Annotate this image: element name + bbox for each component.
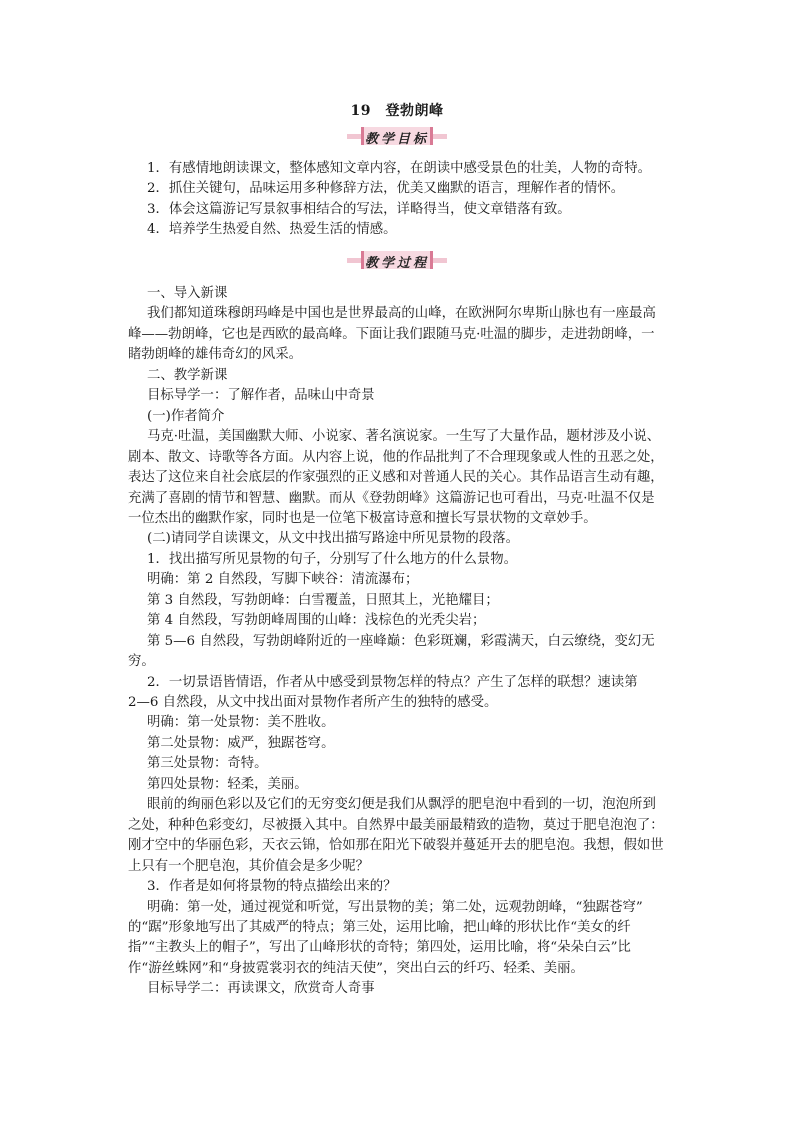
text-line: 1．找出描写所见景物的句子，分别写了什么地方的什么景物。 — [147, 551, 518, 567]
text-line: 之处，种种色彩变幻，尽被摄入其中。自然界中最美丽最精致的造物，莫过于肥皂泡泡了： — [128, 817, 664, 833]
text-line: 第 5—6 自然段，写勃朗峰附近的一座峰巅：色彩斑斓，彩霞满天，白云缭绕，变幻无 — [147, 633, 655, 649]
text-line: 穷。 — [128, 654, 155, 670]
text-line: 眼前的绚丽色彩以及它们的无穷变幻便是我们从飘浮的肥皂泡中看到的一切，泡泡所到 — [147, 797, 656, 813]
text-line: 2．一切景语皆情语，作者从中感受到景物怎样的特点？产生了怎样的联想？速读第 — [147, 674, 638, 690]
section-banner-process — [347, 251, 447, 269]
section-heading-goals: 教学目标 — [364, 132, 429, 147]
text-line: 明确：第一处景物：美不胜收。 — [147, 715, 335, 731]
text-line: 一、导入新课 — [147, 286, 228, 301]
text-line: 我们都知道珠穆朗玛峰是中国也是世界最高的山峰，在欧洲阿尔卑斯山脉也有一座最高 — [147, 306, 656, 322]
text-line: 第四处景物：轻柔，美丽。 — [147, 776, 308, 792]
text-line: 第 4 自然段，写勃朗峰周围的山峰：浅棕色的光秃尖岩； — [147, 613, 486, 629]
text-line: 峰——勃朗峰，它也是西欧的最高峰。下面让我们跟随马克·吐温的脚步，走进勃朗峰，一 — [128, 326, 655, 342]
text-line: 作“游丝蛛网”和“身披霓裳羽衣的纯洁天使”，突出白云的纤巧、轻柔、美丽。 — [128, 960, 584, 976]
text-line: (一)作者简介 — [147, 408, 225, 424]
section-banner-goals — [347, 127, 447, 145]
text-line: 二、教学新课 — [147, 367, 228, 383]
section-heading-process: 教学过程 — [364, 256, 429, 271]
text-line: 明确：第一处，通过视觉和听觉，写出景物的美；第二处，远观勃朗峰，“独踞苍穹” — [147, 899, 643, 915]
text-line: 第 3 自然段，写勃朗峰：白雪覆盖，日照其上，光艳耀目； — [147, 592, 499, 608]
text-line: 第三处景物：奇特。 — [147, 756, 268, 772]
text-line: 睹勃朗峰的雄伟奇幻的风采。 — [128, 347, 303, 363]
text-line: 马克·吐温，美国幽默大师、小说家、著名演说家。一生写了大量作品，题材涉及小说、 — [147, 429, 661, 445]
text-line: 刚才空中的华丽色彩，天衣云锦，恰如那在阳光下破裂并蔓延开去的肥皂泡。我想，假如世 — [128, 838, 664, 854]
text-line: 剧本、散文、诗歌等各方面。从内容上说，他的作品批判了不合理现象或人性的丑恶之处， — [128, 449, 664, 465]
text-line: (二)请同学自读课文，从文中找出描写路途中所见景物的段落。 — [147, 531, 519, 547]
text-line: 第二处景物：威严，独踞苍穹。 — [147, 735, 335, 751]
goal-item: 3．体会这篇游记写景叙事相结合的写法，详略得当，使文章错落有致。 — [147, 201, 571, 217]
goal-item: 2．抓住关键句，品味运用多种修辞方法，优美又幽默的语言，理解作者的情怀。 — [147, 181, 625, 197]
page-title: 19 登勃朗峰 — [350, 103, 444, 119]
goal-item: 1．有感情地朗读课文，整体感知文章内容，在朗读中感受景色的壮美，人物的奇特。 — [147, 161, 651, 176]
text-line: 目标导学一：了解作者，品味山中奇景 — [147, 388, 375, 404]
text-line: 明确：第 2 自然段，写脚下峡谷：清流瀑布； — [147, 572, 419, 588]
text-line: 指”“主教头上的帽子”，写出了山峰形状的奇特；第四处，运用比喻，将“朵朵白云”比 — [128, 940, 631, 956]
goal-item: 4．培养学生热爱自然、热爱生活的情感。 — [147, 221, 397, 237]
text-line: 2—6 自然段，从文中找出面对景物作者所产生的独特的感受。 — [128, 695, 498, 710]
text-line: 目标导学二：再读课文，欣赏奇人奇事 — [147, 981, 375, 997]
text-line: 充满了喜剧的情节和智慧、幽默。而从《登勃朗峰》这篇游记也可看出，马克·吐温不仅是 — [128, 490, 655, 506]
text-line: 一位杰出的幽默作家，同时也是一位笔下极富诗意和擅长写景状物的文章妙手。 — [128, 510, 597, 526]
text-line: 上只有一个肥皂泡，其价值会是多少呢？ — [128, 858, 370, 874]
text-line: 的“踞”形象地写出了其威严的特点；第三处，运用比喻，把山峰的形状比作“美女的纤 — [128, 919, 631, 935]
text-line: 表达了这位来自社会底层的作家强烈的正义感和对普通人民的关心。其作品语言生动有趣， — [128, 470, 664, 486]
text-line: 3．作者是如何将景物的特点描绘出来的？ — [147, 879, 397, 895]
